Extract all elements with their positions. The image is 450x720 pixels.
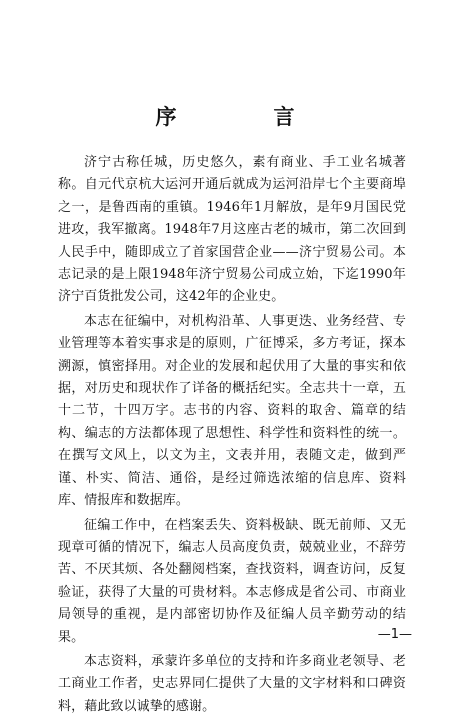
- paragraph-4: 本志资料，承蒙许多单位的支持和许多商业老领导、老工商业工作者，史志界同仁提供了大量的文字材料和口碑资料，藉此致以诚挚的感谢。: [58, 653, 406, 714]
- preface-title: 序 言: [155, 104, 333, 129]
- preface-body: [58, 152, 406, 720]
- page-number: —1—: [377, 627, 412, 642]
- paragraph-2: 本志在征编中，对机构沿革、人事更迭、业务经营、专业管理等本着实事求是的原则，广征博采，多方考证，探本溯源，慎密择用。对企业的发展和起伏用了大量的事实和依据，对历史和现状作了详备的概括纪实。全志共十一章，五十二节，十四万字。志书的内容、资料的取舍、篇章的结构、编志的方法都体现了思想性、科学性和资料性的统一。在撰写文风上，以文为主，文表并用，表随文走，做到严谨、朴实、简洁、通俗，是经过筛选浓缩的信息库、资料库、情报库和数据库。: [58, 313, 406, 509]
- paragraph-1: 济宁古称任城，历史悠久，素有商业、手工业名城著称。自元代京杭大运河开通后就成为运河沿岸七个主要商埠之一，是鲁西南的重镇。1946年1月解放，是年9月国民党进攻，我军撤离。1948年7月这座古老的城市，第二次回到人民手中，随即成立了首家国营企业——济宁贸易公司。本志记录的是上限1948年济宁贸易公司成立始，下迄1990年济宁百货批发公司，这42年的企业史。: [58, 155, 406, 305]
- paragraph-3: 征编工作中，在档案丢失、资料极缺、既无前师、又无现章可循的情况下，编志人员高度负责，兢兢业业，不辞劳苦、不厌其烦、各处翻阅档案，查找资料，调查访问，反复验证，获得了大量的可贵材料。本志修成是省公司、市商业局领导的重视，是内部密切协作及征编人员辛勤劳动的结果。: [58, 517, 406, 645]
